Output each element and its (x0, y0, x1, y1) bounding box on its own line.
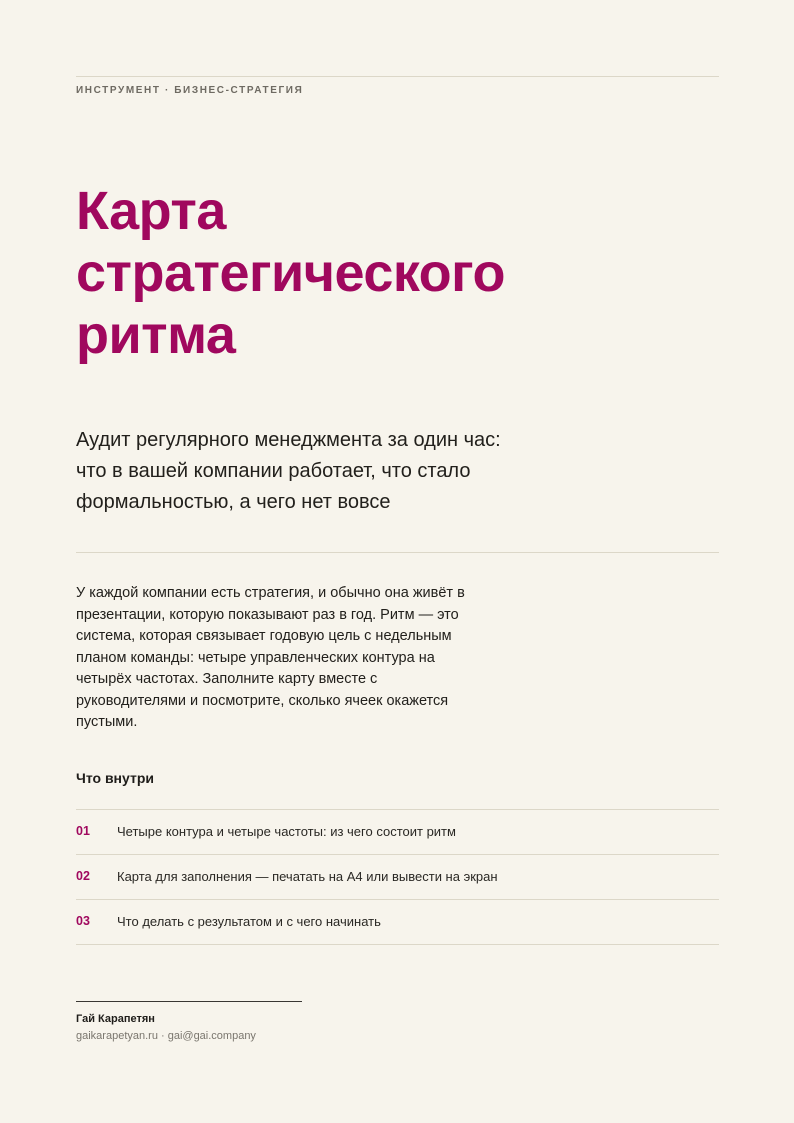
contents-item (76, 900, 719, 945)
intro-paragraph (76, 583, 536, 734)
category-eyebrow: ИНСТРУМЕНТ · БИЗНЕС-СТРАТЕГИЯ (76, 85, 304, 96)
subtitle-line: Аудит регулярного менеджмента за один час: (76, 429, 501, 451)
contents-item-number: 02 (76, 868, 90, 883)
contents-item-text: Что делать с результатом и с чего начинать (117, 914, 381, 929)
contents-item-number: 01 (76, 823, 90, 838)
intro-line: презентации, которую показывают раз в год. Ритм — это (76, 606, 459, 623)
intro-line: руководителями и посмотрите, сколько ячеек окажется (76, 692, 449, 709)
contents-item-text: Карта для заполнения — печатать на А4 или вывести на экран (117, 869, 498, 884)
intro-line: планом команды: четыре управленческих контура на (76, 649, 435, 666)
intro-line: пустыми. (76, 714, 138, 730)
contents-item-number: 03 (76, 913, 90, 928)
title-line: ритма (76, 305, 236, 365)
contents-item (76, 810, 719, 855)
author-divider (76, 1001, 302, 1002)
section-divider (76, 552, 719, 553)
contents-list (76, 809, 719, 945)
subtitle (76, 425, 596, 518)
top-divider (76, 76, 719, 77)
page-title (76, 180, 636, 366)
intro-line: система, которая связывает годовую цель с недельным (76, 628, 452, 644)
title-line: стратегического (76, 243, 505, 303)
author-contacts: gaikarapetyan.ru · gai@gai.company (76, 1030, 256, 1042)
subtitle-line: что в вашей компании работает, что стало (76, 460, 471, 482)
contents-item-text: Четыре контура и четыре частоты: из чего состоит ритм (117, 824, 456, 839)
contents-heading: Что внутри (76, 770, 154, 786)
title-line: Карта (76, 181, 226, 241)
author-name: Гай Карапетян (76, 1013, 155, 1025)
contents-item (76, 855, 719, 900)
subtitle-line: формальностью, а чего нет вовсе (76, 491, 391, 513)
intro-line: четырёх частотах. Заполните карту вместе с (76, 671, 378, 687)
intro-line: У каждой компании есть стратегия, и обычно она живёт в (76, 585, 465, 601)
